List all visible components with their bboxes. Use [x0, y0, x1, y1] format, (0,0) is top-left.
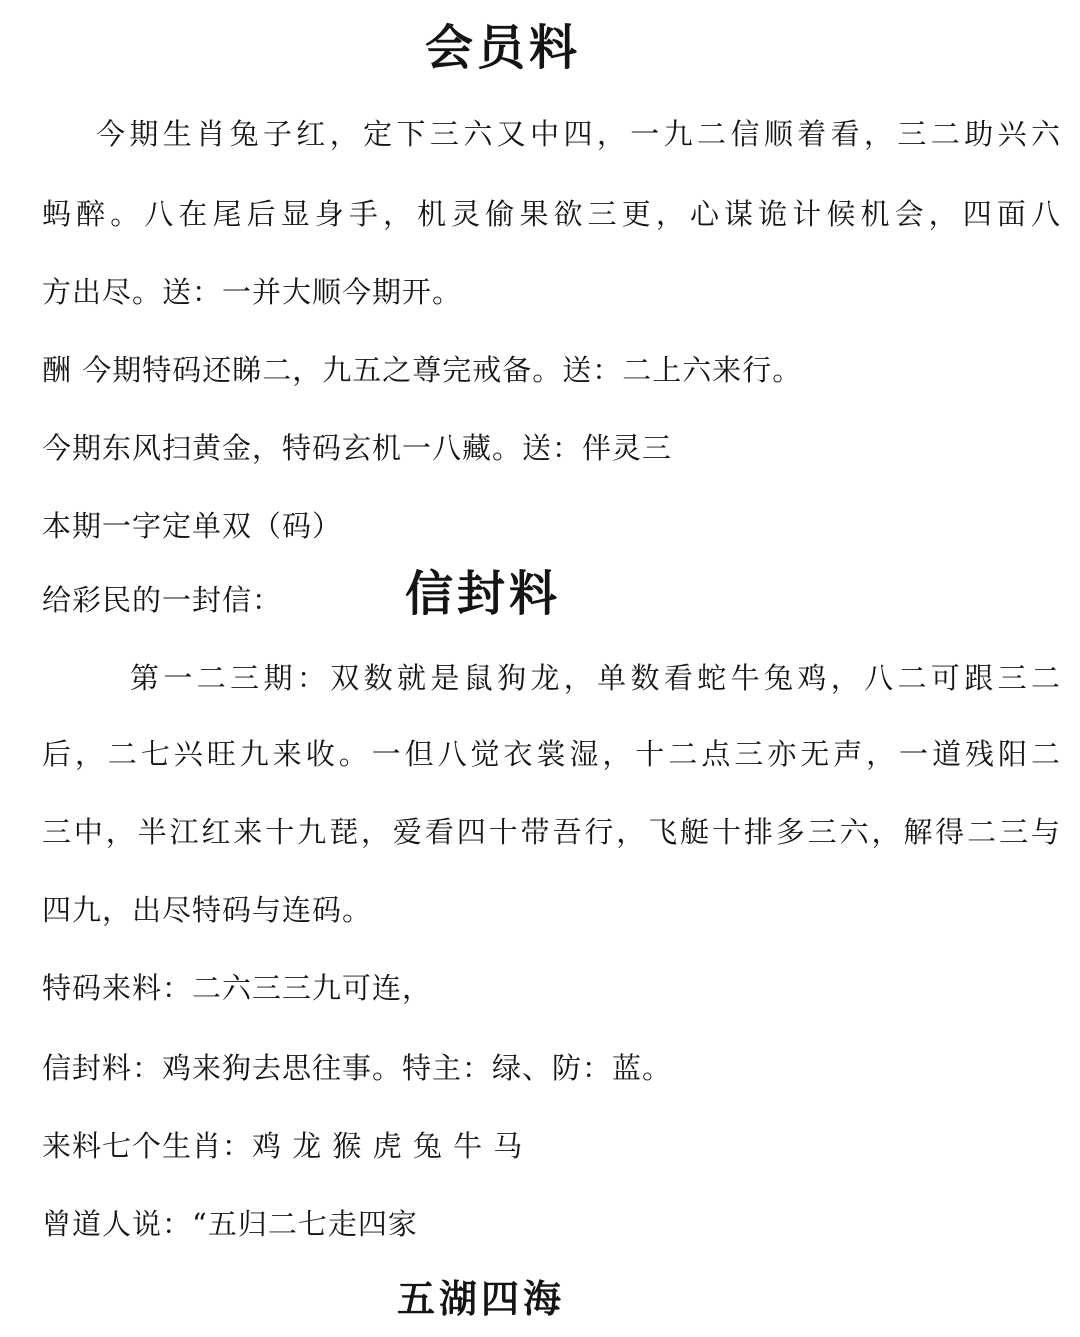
member-line-4: 酬 今期特码还睇二，九五之尊完戒备。送：二上六来行。 [42, 353, 803, 387]
envelope-line-2: 后，二七兴旺九来收。一但八觉衣裳湿，十二点三亦无声，一道残阳二 [42, 737, 1060, 771]
envelope-line-3: 三中，半江红来十九琵，爱看四十带吾行，飞艇十排多三六，解得二三与 [42, 815, 1060, 849]
envelope-line-4: 四九，出尽特码与连码。 [42, 893, 373, 927]
envelope-line-1: 第一二三期：双数就是鼠狗龙，单数看蛇牛兔鸡，八二可跟三二 [130, 661, 1060, 695]
member-line-1: 今期生肖兔子红，定下三六又中四，一九二信顺着看，三二助兴六 [96, 117, 1060, 151]
envelope-line-6: 信封料：鸡来狗去思往事。特主：绿、防：蓝。 [42, 1051, 673, 1085]
envelope-line-5: 特码来料：二六三三九可连， [42, 971, 433, 1005]
member-line-3: 方出尽。送：一并大顺今期开。 [42, 275, 463, 309]
member-line-2: 蚂醉。八在尾后显身手，机灵偷果欲三更，心谋诡计候机会，四面八 [42, 197, 1060, 231]
letter-label: 给彩民的一封信： [42, 583, 283, 617]
member-line-6: 本期一字定单双（码） [42, 509, 343, 543]
envelope-line-8: 曾道人说：“五归二七走四家 [42, 1207, 418, 1241]
member-section-title: 会员料 [425, 20, 582, 76]
footer-title: 五湖四海 [397, 1276, 566, 1321]
envelope-section-title: 信封料 [405, 566, 562, 622]
envelope-line-7: 来料七个生肖：鸡 龙 猴 虎 兔 牛 马 [42, 1129, 524, 1163]
member-line-5: 今期东风扫黄金，特码玄机一八藏。送：伴灵三 [42, 431, 673, 465]
